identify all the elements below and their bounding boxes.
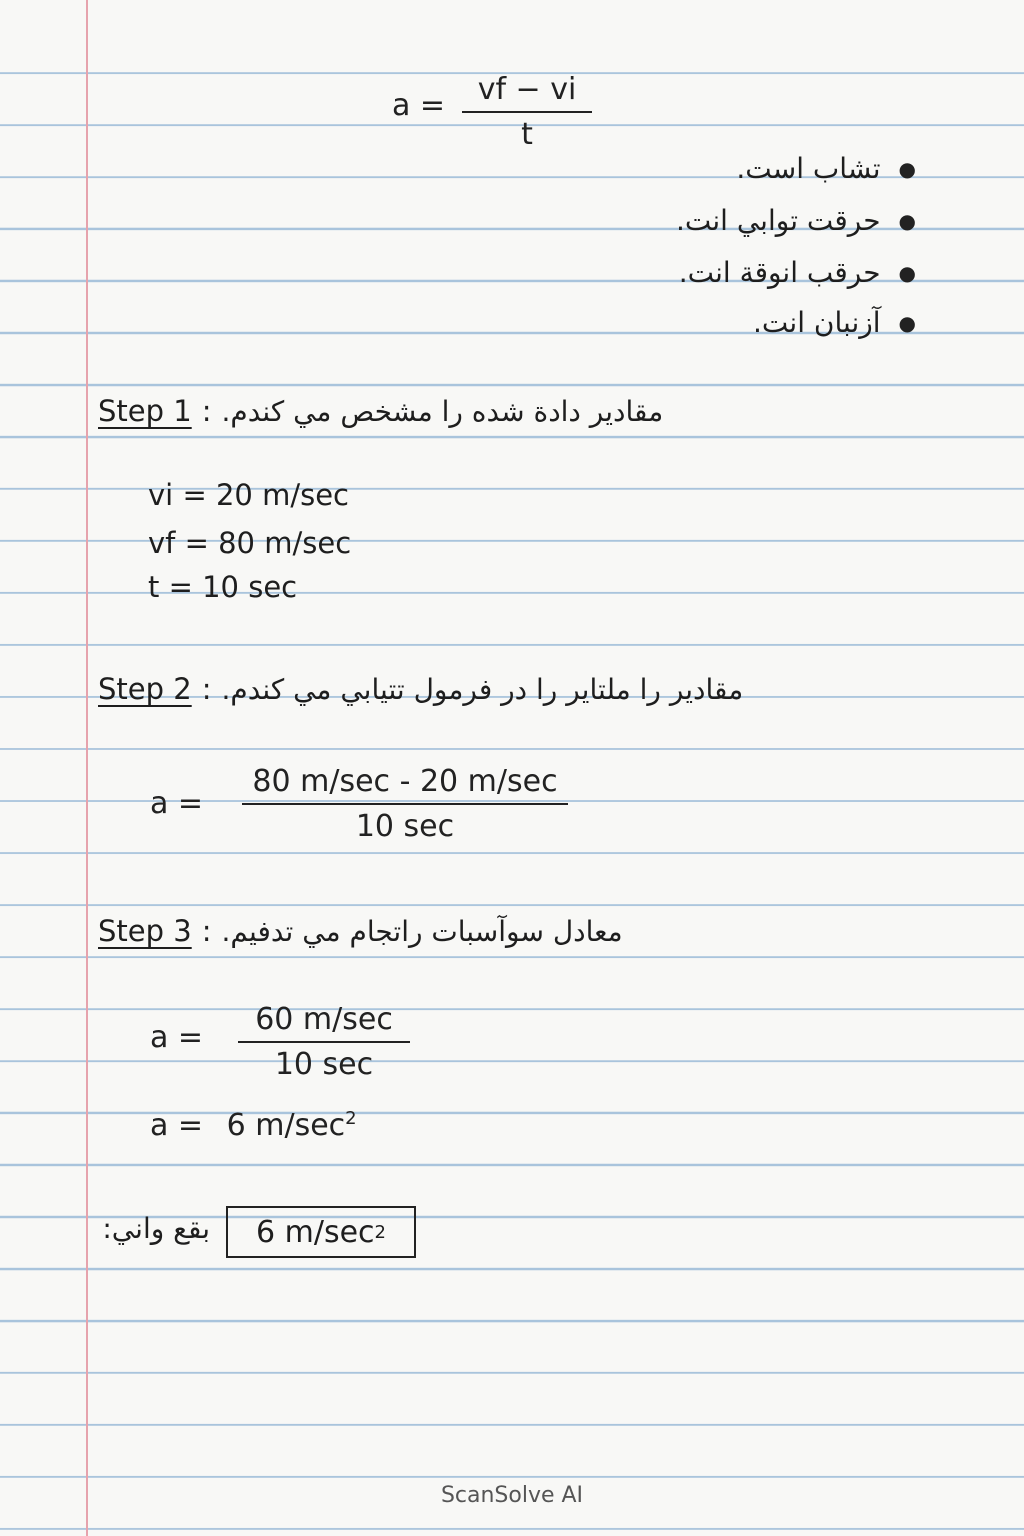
step-1-label: Step 1 (98, 394, 192, 428)
formula-fraction (462, 72, 592, 152)
formula-lhs: a = (392, 88, 446, 123)
step-2-text: مقادير را ملتاير را در فرمول تتيابي مي كندم. (221, 673, 744, 706)
step-2-fraction (242, 764, 568, 844)
step-3-result-exponent: 2 (345, 1108, 357, 1129)
step-3-label: Step 3 (98, 914, 192, 948)
final-answer-box (226, 1206, 416, 1258)
formula-numerator: vf − vi (462, 72, 592, 113)
bullet-dot-icon: ● (898, 156, 916, 181)
bullet-text: آزنبان انت. (753, 306, 881, 339)
step-1-colon: : (201, 394, 212, 428)
step-3-numerator: 60 m/sec (238, 1002, 410, 1043)
final-answer-value: 6 m/sec (256, 1214, 375, 1250)
step-2-label: Step 2 (98, 672, 192, 706)
final-answer-exponent: 2 (374, 1221, 386, 1243)
step-1-heading (98, 394, 663, 428)
bullet-text: تشاب است. (736, 152, 881, 185)
step-2-denominator: 10 sec (355, 809, 455, 844)
bullet-item (679, 256, 916, 289)
step-2-colon: : (201, 672, 212, 706)
step-3-result (150, 1108, 357, 1143)
bullet-text: حرقت توابي انت. (675, 204, 881, 237)
given-t: t = 10 sec (148, 570, 298, 604)
final-answer-label: بقع واني: (102, 1212, 210, 1245)
step-2-lhs: a = (150, 786, 204, 821)
margin-line (86, 0, 88, 1536)
step-3-colon: : (201, 914, 212, 948)
step-2-heading (98, 672, 743, 706)
step-3-lhs: a = (150, 1020, 204, 1055)
bullet-item (753, 306, 916, 339)
bullet-text: حرقب انوقة انت. (678, 256, 881, 289)
bullet-dot-icon: ● (898, 260, 916, 285)
step-3-denominator: 10 sec (274, 1047, 374, 1082)
bullet-item (736, 152, 916, 185)
bullet-item (676, 204, 916, 237)
step-2-numerator: 80 m/sec - 20 m/sec (242, 764, 568, 805)
step-3-result-value: 6 m/sec (226, 1108, 346, 1143)
step-3-result-lhs: a = (150, 1108, 204, 1143)
step-3-heading (98, 914, 623, 948)
step-3-fraction (238, 1002, 410, 1082)
formula-denominator: t (521, 117, 533, 152)
bullet-dot-icon: ● (898, 310, 916, 335)
given-vf: vf = 80 m/sec (148, 526, 352, 560)
brand-watermark: ScanSolve AI (440, 1483, 584, 1508)
step-3-text: معادل سوآسبات راتجام مي تدفيم. (221, 915, 623, 948)
step-1-text: مقادير دادة شده را مشخص مي كندم. (221, 395, 664, 428)
bullet-dot-icon: ● (898, 208, 916, 233)
given-vi: vi = 20 m/sec (148, 478, 349, 512)
